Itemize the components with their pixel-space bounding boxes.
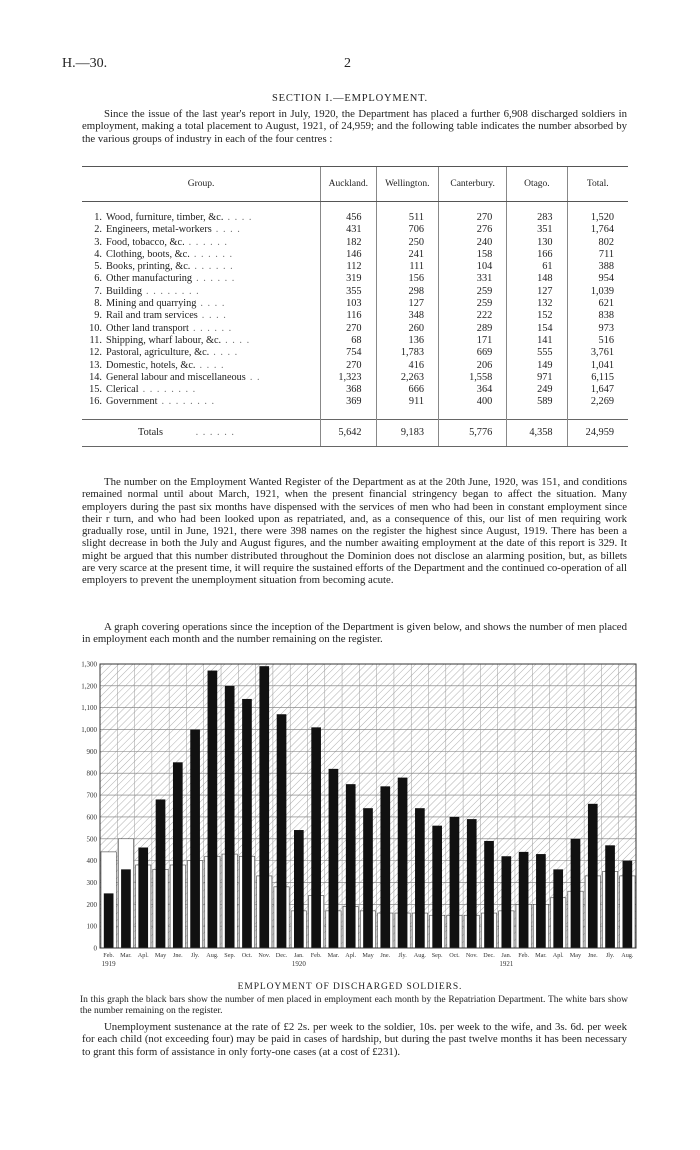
value-otago: 130 (507, 237, 567, 249)
group-name: Other land transport (106, 322, 189, 334)
leader-dots: . . . . . . (193, 248, 234, 260)
group-cell (82, 212, 321, 224)
value-canterbury: 171 (439, 335, 507, 347)
value-otago: 154 (507, 323, 567, 335)
value-otago: 249 (507, 384, 567, 396)
value-wellington: 911 (376, 396, 438, 408)
year-label: 1920 (291, 960, 306, 968)
value-auckland: 369 (321, 396, 377, 408)
group-number: 1. (94, 212, 102, 223)
black-bar (121, 869, 131, 948)
table-row (82, 286, 628, 298)
group-name: Rail and tram services (106, 310, 198, 322)
leader-dots: . . (249, 371, 261, 383)
value-otago: 132 (507, 298, 567, 310)
value-canterbury: 270 (439, 212, 507, 224)
leader-dots: . . . . . . (196, 273, 236, 285)
value-otago: 555 (507, 347, 567, 359)
value-total: 6,115 (567, 372, 628, 384)
group-cell (82, 286, 321, 298)
col-header-group: Group. (82, 167, 321, 202)
x-tick-label: May (569, 952, 582, 959)
black-bar (415, 808, 425, 948)
value-otago: 149 (507, 360, 567, 372)
black-bar (571, 839, 581, 948)
employment-graph (66, 660, 641, 978)
x-tick-label: Jne. (587, 952, 598, 959)
y-tick-label: 800 (86, 769, 97, 778)
table-row (82, 298, 628, 310)
x-tick-label: Feb. (103, 952, 115, 959)
year-label: 1919 (101, 960, 116, 968)
black-bar (156, 799, 166, 948)
value-auckland: 270 (321, 323, 377, 335)
table-row (82, 335, 628, 347)
value-canterbury: 1,558 (439, 372, 507, 384)
group-number: 11. (89, 334, 102, 346)
group-cell (82, 323, 321, 335)
y-tick-label: 1,300 (81, 660, 97, 669)
group-cell (82, 372, 321, 384)
value-total: 954 (567, 273, 628, 285)
employment-table (82, 166, 628, 447)
group-name: Wood, furniture, timber, &c. (106, 212, 224, 223)
x-tick-label: Mar. (535, 952, 547, 959)
value-auckland: 368 (321, 384, 377, 396)
value-total: 388 (567, 261, 628, 273)
x-tick-label: Jne. (380, 952, 391, 959)
group-name: Mining and quarrying (106, 298, 197, 310)
col-header-wellington: Wellington. (376, 167, 438, 202)
x-tick-label: Oct. (449, 952, 460, 959)
leader-dots: . . . . (215, 224, 241, 236)
group-cell (82, 273, 321, 285)
document-reference: H.—30. (62, 56, 108, 71)
group-cell (82, 384, 321, 396)
black-bar (259, 666, 269, 948)
value-canterbury: 364 (439, 384, 507, 396)
x-tick-label: Jan. (293, 952, 304, 959)
value-wellington: 348 (376, 310, 438, 322)
col-header-auckland: Auckland. (321, 167, 377, 202)
total-canterbury: 5,776 (439, 419, 507, 446)
value-canterbury: 104 (439, 261, 507, 273)
value-auckland: 355 (321, 286, 377, 298)
leader-dots: . . . . . . (188, 236, 228, 248)
x-tick-label: Jly. (190, 952, 200, 959)
leader-dots: . . . . (225, 334, 251, 346)
black-bar (138, 848, 148, 948)
value-otago: 283 (507, 212, 567, 224)
value-wellington: 298 (376, 286, 438, 298)
totals-label: Totals (138, 426, 164, 438)
register-paragraph: The number on the Employment Wanted Register of the Department as at the 20th June, 1920, was 151, and conditions remained normal until about March, 1921, when the present financial stringency began to affect the situation. Many employers during the past six months have dispensed with the services of men who had been in constant employment since their r turn, and who had been looked upon as repatriated, and, as a consequence of this, our list of men requiring work gradually rose, until in June, 1921, there were 398 names on the register the highest since August, 1919. There has been a slight decrease in both the July and August figures, and the number awaiting employment at the date of this report is 329. It might be argued that this number distributed throughout the Dominion does not disclose an alarming position, but, as billets are very scarce at the present time, it will require the sustained efforts of the Department and the continued co-operation of all employers to prevent the unemployment situation from becoming acute. (82, 476, 627, 587)
value-canterbury: 259 (439, 286, 507, 298)
group-cell (82, 249, 321, 261)
value-auckland: 112 (321, 261, 377, 273)
group-name: Food, tobacco, &c. (106, 236, 185, 248)
table-row (82, 384, 628, 396)
group-name: Domestic, hotels, &c. (106, 359, 196, 371)
x-tick-label: Sep. (224, 952, 236, 959)
x-tick-label: Aug. (621, 952, 634, 959)
graph-intro-paragraph: A graph covering operations since the inception of the Department is given below, and shows the number of men placed in employment each month and the number remaining on the register. (82, 621, 627, 646)
group-number: 8. (94, 298, 102, 310)
totals-row (82, 419, 628, 446)
value-total: 802 (567, 237, 628, 249)
table-row (82, 261, 628, 273)
group-name: Clothing, boots, &c. (106, 248, 190, 260)
group-name: Pastoral, agriculture, &c. (106, 347, 210, 359)
value-total: 3,761 (567, 347, 628, 359)
value-otago: 971 (507, 372, 567, 384)
value-auckland: 270 (321, 360, 377, 372)
black-bar (623, 861, 633, 948)
leader-dots: . . . . . . (195, 426, 235, 438)
black-bar (242, 699, 252, 948)
total-all: 24,959 (567, 419, 628, 446)
value-total: 621 (567, 298, 628, 310)
group-name: Other manufacturing (106, 273, 193, 285)
x-tick-label: Mar. (327, 952, 340, 959)
value-wellington: 156 (376, 273, 438, 285)
value-total: 1,647 (567, 384, 628, 396)
y-tick-label: 1,100 (81, 704, 97, 713)
section-title: SECTION I.—EMPLOYMENT. (272, 93, 428, 104)
group-number: 3. (94, 236, 102, 248)
x-tick-label: Jne. (172, 952, 183, 959)
black-bar (484, 841, 494, 948)
y-tick-label: 1,000 (81, 726, 97, 735)
group-name: Government (106, 396, 158, 408)
x-tick-label: Aug. (206, 952, 219, 959)
x-tick-label: Dec. (483, 952, 495, 959)
group-cell (82, 298, 321, 310)
group-cell (82, 261, 321, 273)
value-canterbury: 206 (439, 360, 507, 372)
value-auckland: 1,323 (321, 372, 377, 384)
leader-dots: . . . . . . (192, 322, 233, 334)
value-canterbury: 400 (439, 396, 507, 408)
leader-dots: . . . . (200, 298, 226, 310)
table-row (82, 347, 628, 359)
black-bar (311, 727, 321, 948)
value-otago: 141 (507, 335, 567, 347)
value-canterbury: 331 (439, 273, 507, 285)
leader-dots: . . . . (199, 359, 225, 371)
group-cell (82, 335, 321, 347)
total-auckland: 5,642 (321, 419, 377, 446)
black-bar (501, 856, 511, 948)
y-tick-label: 500 (86, 835, 97, 844)
value-wellington: 511 (376, 212, 438, 224)
value-canterbury: 240 (439, 237, 507, 249)
black-bar (432, 826, 442, 948)
x-tick-label: Apl. (345, 952, 357, 959)
black-bar (346, 784, 356, 948)
value-wellington: 416 (376, 360, 438, 372)
value-otago: 166 (507, 249, 567, 261)
group-number: 4. (94, 248, 102, 260)
total-wellington: 9,183 (376, 419, 438, 446)
value-wellington: 136 (376, 335, 438, 347)
group-cell (82, 347, 321, 359)
leader-dots: . . . . (201, 310, 227, 322)
value-wellington: 250 (376, 237, 438, 249)
y-tick-label: 1,200 (81, 682, 97, 691)
value-otago: 61 (507, 261, 567, 273)
y-tick-label: 600 (86, 813, 97, 822)
group-number: 2. (94, 224, 102, 236)
value-total: 1,039 (567, 286, 628, 298)
value-total: 1,764 (567, 224, 628, 236)
year-label: 1921 (499, 960, 514, 968)
page-number: 2 (344, 56, 351, 71)
value-auckland: 68 (321, 335, 377, 347)
table-row (82, 237, 628, 249)
value-auckland: 319 (321, 273, 377, 285)
value-canterbury: 276 (439, 224, 507, 236)
x-tick-label: Feb. (310, 952, 322, 959)
value-total: 1,520 (567, 212, 628, 224)
leader-dots: . . . . . . . . (142, 384, 197, 396)
black-bar (208, 671, 218, 948)
table-row (82, 224, 628, 236)
black-bar (588, 804, 598, 948)
x-tick-label: Jly. (398, 952, 407, 959)
black-bar (190, 730, 200, 948)
black-bar (329, 769, 339, 948)
col-header-canterbury: Canterbury. (439, 167, 507, 202)
value-auckland: 754 (321, 347, 377, 359)
value-auckland: 146 (321, 249, 377, 261)
group-cell (82, 396, 321, 408)
black-bar (380, 786, 390, 948)
page-header (62, 56, 638, 76)
value-otago: 589 (507, 396, 567, 408)
y-tick-label: 400 (86, 857, 97, 866)
table-row (82, 212, 628, 224)
black-bar (467, 819, 477, 948)
black-bar (363, 808, 373, 948)
black-bar (225, 686, 235, 948)
intro-paragraph: Since the issue of the last year's report in July, 1920, the Department has placed a further 6,908 discharged soldiers in employment, making a total placement to August, 1921, of 24,959; and the following table indicates the number absorbed by the various groups of industry in each of the four centres : (82, 108, 627, 145)
x-tick-label: Aug. (413, 952, 426, 959)
table-header-row (82, 167, 628, 202)
group-number: 15. (89, 384, 102, 396)
black-bar (553, 869, 563, 948)
black-bar (104, 893, 114, 948)
table-row (82, 360, 628, 372)
group-number: 10. (89, 322, 102, 334)
x-tick-label: Dec. (275, 952, 288, 959)
employment-graph-svg (66, 660, 641, 978)
group-name: Engineers, metal-workers (106, 224, 212, 236)
group-number: 7. (94, 285, 102, 297)
black-bar (277, 714, 287, 948)
leader-dots: . . . . (213, 347, 239, 359)
table-row (82, 396, 628, 408)
graph-caption: EMPLOYMENT OF DISCHARGED SOLDIERS. (237, 982, 463, 992)
col-header-total: Total. (567, 167, 628, 202)
table-row (82, 323, 628, 335)
x-tick-label: Feb. (518, 952, 530, 959)
value-otago: 351 (507, 224, 567, 236)
black-bar (605, 845, 615, 948)
table-row (82, 310, 628, 322)
value-wellington: 111 (376, 261, 438, 273)
value-auckland: 456 (321, 212, 377, 224)
black-bar (294, 830, 304, 948)
value-total: 973 (567, 323, 628, 335)
value-otago: 127 (507, 286, 567, 298)
value-total: 838 (567, 310, 628, 322)
group-name: Clerical (106, 384, 139, 396)
value-auckland: 103 (321, 298, 377, 310)
y-tick-label: 0 (93, 944, 97, 953)
group-name: Building (106, 285, 143, 297)
table-row (82, 273, 628, 285)
value-wellington: 241 (376, 249, 438, 261)
y-tick-label: 900 (86, 747, 97, 756)
col-header-otago: Otago. (507, 167, 567, 202)
value-canterbury: 222 (439, 310, 507, 322)
value-auckland: 431 (321, 224, 377, 236)
x-tick-label: May (362, 952, 374, 959)
table-row (82, 249, 628, 261)
table-body (82, 202, 628, 420)
x-tick-label: Nov. (465, 952, 478, 959)
group-name: Books, printing, &c. (106, 261, 191, 273)
leader-dots: . . . . (227, 212, 253, 223)
value-canterbury: 289 (439, 323, 507, 335)
group-number: 6. (94, 273, 102, 285)
value-auckland: 182 (321, 237, 377, 249)
group-cell (82, 310, 321, 322)
value-canterbury: 669 (439, 347, 507, 359)
black-bar (173, 762, 183, 948)
leader-dots: . . . . . . . . (146, 285, 200, 297)
group-cell (82, 224, 321, 236)
table-row (82, 372, 628, 384)
black-bar (519, 852, 529, 948)
value-total: 1,041 (567, 360, 628, 372)
group-name: General labour and miscellaneous (106, 371, 246, 383)
group-number: 9. (94, 310, 102, 322)
group-number: 16. (89, 396, 102, 408)
y-tick-label: 100 (86, 922, 97, 931)
value-canterbury: 158 (439, 249, 507, 261)
value-otago: 148 (507, 273, 567, 285)
value-wellington: 260 (376, 323, 438, 335)
x-tick-label: Sep. (431, 952, 443, 959)
sustenance-paragraph: Unemployment sustenance at the rate of £2 2s. per week to the soldier, 10s. per week to the wife, and 3s. 6d. per week for each child (not exceeding four) may be paid in cases of hardship, but during the past twelve months it has been necessary to grant this form of assistance in only forty-one cases (at a cost of £231). (82, 1021, 627, 1058)
value-wellington: 127 (376, 298, 438, 310)
value-total: 711 (567, 249, 628, 261)
black-bar (536, 854, 546, 948)
total-otago: 4,358 (507, 419, 567, 446)
leader-dots: . . . . . . . . (161, 396, 216, 408)
x-tick-label: May (154, 952, 167, 959)
graph-note: In this graph the black bars show the number of men placed in employment each month by the Repatriation Department. The white bars show the number remaining on the register. (80, 995, 628, 1016)
value-auckland: 116 (321, 310, 377, 322)
x-tick-label: Jly. (605, 952, 615, 959)
group-cell (82, 360, 321, 372)
value-wellington: 706 (376, 224, 438, 236)
x-tick-label: Mar. (120, 952, 132, 959)
totals-label-cell (82, 419, 321, 446)
x-tick-label: Nov. (258, 952, 271, 959)
group-number: 13. (89, 359, 102, 371)
group-number: 12. (89, 347, 102, 359)
group-name: Shipping, wharf labour, &c. (106, 334, 222, 346)
x-tick-label: Oct. (241, 952, 253, 959)
value-wellington: 1,783 (376, 347, 438, 359)
x-tick-label: Jan. (501, 952, 512, 959)
group-cell (82, 237, 321, 249)
x-tick-label: Apl. (552, 952, 564, 959)
y-tick-label: 300 (86, 878, 97, 887)
value-wellington: 666 (376, 384, 438, 396)
value-wellington: 2,263 (376, 372, 438, 384)
group-number: 14. (89, 371, 102, 383)
x-tick-label: Apl. (137, 952, 149, 959)
value-total: 2,269 (567, 396, 628, 408)
value-otago: 152 (507, 310, 567, 322)
black-bar (398, 778, 408, 948)
black-bar (450, 817, 460, 948)
y-tick-label: 200 (86, 900, 97, 909)
value-total: 516 (567, 335, 628, 347)
value-canterbury: 259 (439, 298, 507, 310)
y-tick-label: 700 (86, 791, 97, 800)
group-number: 5. (94, 261, 102, 273)
leader-dots: . . . . . . (194, 261, 234, 273)
